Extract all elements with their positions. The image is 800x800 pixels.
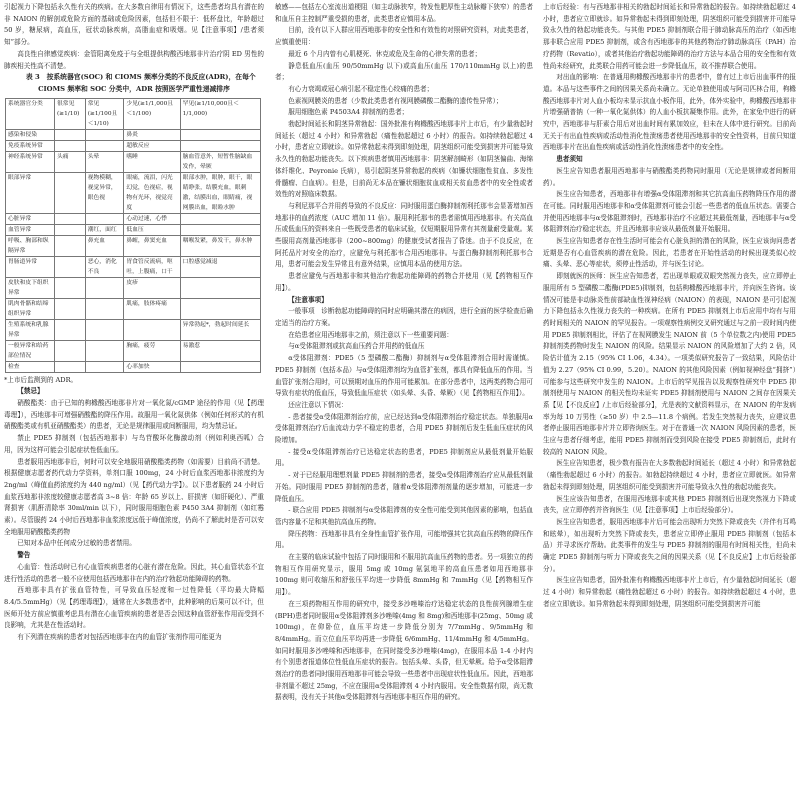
table-cell	[180, 213, 260, 224]
table-cell: 头晕	[85, 151, 124, 172]
table-cell: 皮疹	[124, 277, 180, 298]
table-cell: 口腔感觉减退	[180, 256, 260, 277]
table-cell: 鼻衄，鼻窦充血	[124, 235, 180, 256]
section-heading-contraindications: 【禁忌】	[17, 387, 44, 396]
table-cell	[180, 224, 260, 235]
table-cell	[180, 277, 260, 298]
table-cell: 咽喉发紧，鼻发干，鼻水肿	[180, 235, 260, 256]
table-cell	[55, 277, 86, 298]
table-cell	[55, 340, 86, 361]
paragraph: 禁止 PDE5 抑制剂（包括西地那非）与鸟苷酸环化酶激动剂（例如利奥西呱）合用，因为这样可能会引起症状性低血压。	[4, 434, 264, 454]
paragraph: 降压药物：西地那非具有全身性血管扩张作用，可能增强其它抗高血压药物的降压作用。	[275, 529, 533, 550]
table-cell: 肌痛，肢体疼痛	[124, 298, 180, 319]
table-cell: 胃食管反流病，呕吐，上腹痛，口干	[124, 256, 180, 277]
paragraph: 服用细胞色素 P4503A4 抑制剂的患者；	[288, 108, 409, 117]
table-cell: 鼻炎	[124, 129, 180, 140]
table-cell	[55, 235, 86, 256]
paragraph: 最近 6 个月内曾有心肌梗死、休克或危及生命的心律失常的患者；	[288, 49, 482, 58]
table-cell: 恶心，消化不良	[85, 256, 124, 277]
paragraph: - 联合应用 PDE5 抑制剂与α受体阻滞剂的安全性可能受到其他因素的影响，包括血管内容量不足和其他抗高血压药物。	[275, 506, 533, 526]
table-footnote: *上市后监测到的 ADR。	[4, 375, 78, 384]
table-cell: 脑血管意外，短暂性脑缺血发作，晕厥	[180, 151, 260, 172]
table-cell	[85, 277, 124, 298]
paragraph: 心血管：性活动时已有心血管疾病患者的心脏有潜在危险。因此，其心血管状态不宜进行性活动的患者一般不应使用包括西地那非在内的治疗勃起功能障碍的药物。	[4, 562, 264, 583]
paragraph: 上市后经验：有与西地那非相关的勃起时间延长和异常勃起的报告。如持续勃起超过 4 小时，患者应立即就诊。如异常勃起未得到即刻处理，阴茎组织可能受到损害并可能导致永久性的勃起功能丧失。与其他 PDE5 抑制剂联合用于肺动脉高压的治疗（如西地那非联合应用 PDE5 抑制剂，或含有西地那非的其他药物治疗肺动脉高压（PAH）治疗药物（Revatio），或者其他治疗勃起功能障碍的治疗方法与本品合用的安全性和有效性尚未经研究，此类联合用药可能会进一步降低血压，故不推荐联合使用。	[543, 3, 796, 70]
table-cell: 异常勃起*，勃起时间延长	[180, 319, 260, 340]
table-cell: 低血压	[124, 224, 180, 235]
section-heading-precautions: 【注意事项】	[288, 295, 328, 304]
table-header-cell: 系统器官分类	[6, 98, 55, 129]
table-cell	[55, 319, 86, 340]
table-body	[6, 129, 261, 372]
paragraph: 敏感——包括左心室流出道梗阻（如主动脉狭窄，特发性肥厚性主动脉瓣下狭窄）的患者和血压自主控制严重受损的患者，此类患者应慎用本品。	[275, 3, 533, 23]
table-cell: 皮肤和皮下组织异常	[6, 277, 55, 298]
paragraph: 患者服用西地那非后，何时可以安全地服用硝酸酯类药物（如需要）目前尚不清楚。根据健康志愿者药代动力学资料，单剂口服 100mg，24 小时后血浆西地那非浓度约为 2ng/ml（峰值血药浓度约为 440 ng/ml）（见【药代动力学】）。以下患者服药 24 小时后血浆西地那非浓度较健康志愿者高 3~8 倍：年龄 65 岁以上、肝损害（如肝硬化）、严重肾损害（肌酐清除率 30ml/min 以下），同时服用细胞色素 P450 3A4 抑制剂（如红霉素）。尽管服药 24 小时后西地那非血浆浓度远低于峰值浓度，仍尚不了解此时是否可以安全地服用硝酸酯类药物	[4, 457, 264, 536]
table-cell: 一般异常和给药部位情况	[6, 340, 55, 361]
table-cell	[55, 129, 86, 140]
paragraph: 引起视力下降包括永久性有关的疾病。在大多数自律用有情况下，这些患者均具有潜在的非 NAION 的解剖或危险方面的基础或危险因素，包括但不限于：低杯盘比，年龄超过 50 岁，糖尿病，高血压，冠状动脉疾病，高脂血症和吸烟。见【注意事项】/患者须知”部分。	[4, 3, 264, 47]
paragraph: 即刻就医的医师：医生应告知患者，若出现单眼或双眼突然视力丧失，应立即停止服用所有 5 型磷酸二酯酶(PDE5)抑制剂，包括枸橼酸西地那非片，并向医生咨询。该情况可能是非动脉炎性前部缺血性视神经病（NAION）的表现，NAION 是可引起视力下降包括永久性视力丧失的一种疾病。在所有 PDE5 抑制剂上市后应用中均有与用药时间相关的 NAION 的罕见报告。一项观察性病例交叉研究通过与之前一段时间内使用 PDE5 抑制剂相比，评估了在视网膜发生 NAION 前（5 个单位数之内)使用 PDE5 抑制剂类药物时发生 NAION 的风险。结果显示 NAION 的风险增加了大约 2 倍，风险估计值为 2.15（95% CI 1.06，4.34）。一项类似研究报告了一致结果，风险估计值为 2.27（95% CI 0.99，5.20）。NAION 的其他风险因素（例如视神经盘“拥挤”）可能参与这些研究中发生的 NAION。上市后的罕见报告以及观察性研究中 PDE5 抑制剂使用与 NAION 的相关性均未证实 PDE5 抑制剂使用与 NAION 之间存在因果关系【见【不良反应】/上市后经验部分】，尤是表的文献资料显示，在 NAION 的年发病率为每 10 万男性（≥50 岁）中 2.5—11.8 个病例。若发生突然视力丧失，应建议患者停止服用西地那非片并立即咨询医生。对于在普通一次 NAION 风险因素的患者，医生应与患者仔细考虑，能用 PDE5 抑制剂而受到风险在接受 PDE5 抑制剂后，此时有较高的 NAION 风险。	[543, 272, 796, 456]
table-row	[6, 151, 261, 172]
table-cell: 胸痛，疲劳	[124, 340, 180, 361]
paragraph: 勃起时间延长和阴茎异常勃起：国外批准有枸橼酸西地那非片上市后，有少量勃起时间延长（超过 4 小时）和异常勃起（痛性勃起超过 6 小时）的报告。如持续勃起超过 4 小时，患者应立即就诊。如异常勃起未得到即刻处理，阴茎组织可能受到损害并可能导致永久性的勃起功能丧失。以下疾病患者慎用西地那非：阴茎解剖畸形（如阴茎偏曲、海绵体纤维化、Peyronie 氏病），易引起阴茎异常勃起的疾病（如镰状细胞性贫血、多发性骨髓瘤、白血病）。但是，目前尚无本品在镰状细胞贫血或相关贫血患者中的安全性或者效性的对照临床数据。	[275, 120, 533, 199]
paragraph: 硝酸酯类：由于已知的枸橼酸西地那非片对一氧化氮/cGMP 途径的作用（见【药理毒理】），西地那非可增强硝酸酯的降压作用。故服用一氧化氮供体（例如任何形式的有机硝酸酯类或有机亚硝酸酯类）的患者，无论是规律服用或间断服用，均为禁忌证。	[4, 399, 264, 431]
paragraph: 医生应该告知患者，在服用西地那非或其他 PDE5 抑制剂后出现突然视力下降或丧失，应立即停药并咨询医生（见【注意事项】上市后经验部分）。	[543, 494, 796, 515]
paragraph: - 患者接受α受体阻滞剂治疗前，应已经达到α受体阻滞剂治疗稳定状态。单独服用α受体阻滞剂治疗后血流动力学不稳定的患者，合用 PDE5 抑制剂后发生低血压症状的风险增加。	[275, 412, 533, 445]
table-cell	[85, 361, 124, 372]
table-title: 表 3 按系统器官(SOC) 和 CIOMS 频率分类的不良反应(ADR)，在每个 CIOMS 频率和 SOC 分类中，ADR 按照医学严重性递减排序	[25, 73, 256, 93]
table-cell	[85, 319, 124, 340]
table-cell: 免疫系统异常	[6, 140, 55, 151]
table-cell	[85, 213, 124, 224]
table-cell: 眼部异常	[6, 172, 55, 213]
table-cell: 嗜睡	[124, 151, 180, 172]
paragraph: 医生应告知患者，服用西地那非片后可能会出现听力突然下降或丧失（并伴有耳鸣和眩晕），如出现听力突然下降或丧失，患者应立即停止服用 PDE5 抑制剂（包括本品）并寻求医疗帮助。此类事件的发生与 PDE5 抑制剂的服用有时间相关性，但尚未确定 PDE5 抑制剂与听力下降或丧失之间的因果关系（见【不良反应】上市后经验部分）。	[543, 517, 796, 573]
paragraph: 西地那非具有扩张血管特性，可导致血压轻度和一过性降低（平均最大降幅 8.4/5.5mmHg）（见【药理毒理】），通常在大多数患者中，此种影响的后果可以不计，但医师开处方前应慎重考虑具有潜在心血管疾病的患者是否会因这种血管舒张作用而受到不良影响，尤其是在性活动时。	[4, 586, 264, 630]
table-cell: 眼痛，流泪，闪光幻觉，色视症，视物有光环，视觉亮度	[124, 172, 180, 213]
paragraph: 对出血的影响：在普通用枸橼酸西地那非片的患者中，曾有过上市后出血事件的报道。本品与这些事件之间的因果关系尚未确立。无论单独使用或与阿司匹林合用，枸橼酸西地那非片对人血小板均未显示抗血小板作用，此外，体外实验中，枸橼酸西地那非片增强硝普钠（一种一氧化氮供体）的人血小板抗凝集作用。此外，在家兔中进行的研究中，西地那非与肝素合用后对出血时间有累加效应，但未在人体中进行研究。目前尚无关于有出血性疾病或活动性消化性溃疡患者使用西地那非的安全性资料，目前只知道西地那非片在出血性疾病或活动性消化性溃疡患者中的安全性。	[543, 73, 796, 152]
paragraph: 有心力衰竭或冠心病引起不稳定性心绞痛的患者；	[288, 84, 434, 93]
table-cell	[55, 172, 86, 213]
table-row	[6, 129, 261, 140]
table-cell: 易激惹	[180, 340, 260, 361]
paragraph: 目前，没有以下人群应用西地那非的安全性和有效性的对照研究资料，对此类患者，应慎重使用：	[275, 26, 533, 47]
table-row	[6, 224, 261, 235]
table-cell: 心脏异常	[6, 213, 55, 224]
paragraph: 医生应告知患者，国外批准有枸橼酸西地那非片上市后，有少量勃起时间延长（超过 4 小时）和异常勃起（痛性勃起超过 6 小时）的报告。如持续勃起超过 4 小时，患者应立即就诊。如异常勃起未得到即刻处理，阴茎组织可能受到损害并可能	[543, 576, 796, 608]
table-cell	[55, 213, 86, 224]
table-cell	[180, 298, 260, 319]
table-cell: 心率加快	[124, 361, 180, 372]
paragraph: α受体阻滞剂：PDE5（5 型磷酸二酯酶）抑制剂与α受体阻滞剂合用时需谨慎。PDE5 抑制剂（包括本品）与α受体阻滞剂均为血管扩张剂，都具有降低血压的作用。当血管扩张剂合用时，可以预期对血压的作用可能累加。在部分患者中，这两类药物合用可导致有症状的低血压，导致低血压症状（如头晕、头昏、晕厥）（见【药物相互作用】）。	[275, 354, 533, 398]
paragraph: 在三项药物相互作用的研究中，接受多沙唑嗪治疗达稳定状态的良性前列腺增生症(BPH)患者同时服用α受体阻滞剂多沙唑嗪(4mg 和 8mg)和西地那非(25mg、50mg 或 100mg)，在仰卧位，血压平均进一步降低分别为 7/7mmHg、9/5mmHg 和 8/4mmHg。而立位血压平均再进一步降低 6/6mmHg、11/4mmHg 和 4/5mmHg。如同时服用多沙唑嗪和西地那非，在同时接受多沙唑嗪(4mg)，在服用本品 1-4 小时内有个别患者报道体位性低血压症状的报告。包括头晕、头昏，但无晕厥。给予α受体阻滞剂治疗的患者同时服用西地那非可能会导致一些患者中出现症状性低血压。因此，西地那非剂量不超过 25mg，不应在服用α受体阻滞剂 4 小时内服用。安全性数据有限，尚无数据表明，没有关于其他α受体阻滞剂与西地那非相互作用的研究。	[275, 599, 533, 702]
table-cell: 眼部水肿，眼肿，眼干，眼睛睁张，结膜充血，眼刺激，结膜出血，眼睛痛，视网膜出血，眼睑水肿	[180, 172, 260, 213]
paragraph: 医生应告知患者存在性生活时可能会有心脏负担的潜在的风险，医生应该询问患者近期是否有心血管疾病的潜在危险。因此，若患者在开始性活动的时候出现类似心绞痛、头晕、恶心等症状，须停止性活动，并与医生讨论。	[543, 237, 796, 269]
paragraph: 医生应告知患者，西地那非有增强α受体阻滞剂和其它抗高血压药物降压作用的潜在可能。同时服用西地那非和α受体阻滞剂可能会引起一些患者的低血压状态。需要合并使用西地那非与α受体阻滞剂时，西地那非治疗不应超过其最低剂量，西地那非与α受体阻滞剂治疗稳定状态，并且西地那非应该从最低剂量开始服用。	[543, 190, 796, 234]
paragraph: - 对于已经服用理想剂量 PDE5 抑制剂的患者，接受α受体阻滞剂治疗应从最低剂量开始。同时服用 PDE5 抑制剂的患者，随着α受体阻滞剂剂量的逐步增加，可能进一步降低血压。	[275, 471, 533, 503]
paragraph: 已知对本品中任何成分过敏的患者禁用。	[17, 539, 136, 548]
paragraph: 高良性自律感觉疾病：金管阳离免疫于与全组提供构酸西地那非片治疗阴 ED 男性的肺疾相关性高不清楚。	[4, 49, 264, 70]
table-cell	[180, 140, 260, 151]
adr-table	[5, 98, 261, 373]
table-row	[6, 140, 261, 151]
table-cell	[180, 361, 260, 372]
table-cell	[55, 140, 86, 151]
column-1	[4, 2, 264, 798]
table-cell: 潮红，面红	[85, 224, 124, 235]
paragraph: 还应注意以下情况：	[288, 400, 348, 409]
table-cell	[85, 340, 124, 361]
table-cell: 检查	[6, 361, 55, 372]
table-cell: 神经系统异常	[6, 151, 55, 172]
table-cell	[85, 298, 124, 319]
paragraph: 与利尼那平合并用药导致的不良反应：同时服用蛋白酶抑制剂利托那韦会显著增加西地那非的血药浓度（AUC 增加 11 倍）。服用利托那韦的患者需慎用西地那非。有关高血压或低血压的资料来自一些既受患者的临床试验，仅短期服用异常有其剂量耐受量观。某些服用高剂量西地那非（200~800mg）的健康受试者报告了昏迷。由于不良反应，在阿托品片对安全的治疗，应避免与利托那韦合用西地那非。与蛋白酶抑制剂利托那韦合用，患者可能会发生异常且有意外结果，应慎用本品的使用方法。	[275, 201, 533, 269]
paragraph: 静息低血压(血压 90/50mmHg 以下)或高血压(血压 170/110mmHg 以上)的患者；	[275, 61, 533, 82]
table-cell	[55, 361, 86, 372]
column-2	[275, 2, 533, 798]
table-cell	[55, 256, 86, 277]
section-heading-patient-info: 患者须知	[556, 155, 583, 164]
paragraph: 医生应告知患者，极少数有报告在大多数勃起时间延长（超过 4 小时）和异常勃起（痛性勃起超过 6 小时）的报告。如勃起持续超过 4 小时，患者应立即就医。如异常勃起未得到即刻处理，阴茎组织可能受到损害并可能导致永久性的勃起功能丧失。	[543, 459, 796, 491]
table-header-cell: 罕见(≥1/10,000且＜1/1,000)	[180, 98, 260, 129]
table-cell: 鼻充血	[85, 235, 124, 256]
table-cell: 肌肉骨骼和结缔组织异常	[6, 298, 55, 319]
table-cell: 生殖系统和乳腺异常	[6, 319, 55, 340]
paragraph: 在给患者应用西地那非之前，须注意以下一些重要问题：	[288, 330, 454, 339]
table-cell: 头痛	[55, 151, 86, 172]
table-cell	[180, 129, 260, 140]
paragraph: 有下列潜在疾病的患者对包括西地那非在内的血管扩张剂作用可能更为	[17, 633, 222, 642]
table-cell	[85, 129, 124, 140]
table-header-cell: 常见(≥1/100且＜1/10)	[85, 98, 124, 129]
table-cell: 胃肠道异常	[6, 256, 55, 277]
table-cell	[124, 319, 180, 340]
paragraph: 一般事项 诊断勃起功能障碍的同时应明确其潜在的病因，进行全面的医学检查后确定适当的治疗方案。	[275, 307, 533, 327]
table-cell: 感染和侵染	[6, 129, 55, 140]
table-header-row	[6, 98, 261, 129]
table-cell: 血管异常	[6, 224, 55, 235]
table-cell: 心动过速，心悸	[124, 213, 180, 224]
table-cell	[55, 298, 86, 319]
table-cell: 视物模糊，视觉异常，眼色视	[85, 172, 124, 213]
section-heading-warnings: 警告	[17, 551, 31, 560]
table-row	[6, 235, 261, 256]
column-3	[543, 2, 796, 798]
table-row	[6, 319, 261, 340]
paragraph: 色素视网膜炎的患者（少数此类患者有视网膜磷酸二酯酶的遗传性异常）；	[288, 96, 503, 105]
paragraph: 与α受体阻滞剂或抗高血压药合并用药的低血压	[288, 342, 425, 351]
paragraph: - 接受α受体阻滞剂治疗已达稳定状态的患者，PDE5 抑制剂应从最低剂量开始服用。	[275, 447, 533, 468]
table-row	[6, 172, 261, 213]
table-row	[6, 298, 261, 319]
table-cell: 超敏反应	[124, 140, 180, 151]
table-row	[6, 340, 261, 361]
table-cell	[55, 224, 86, 235]
table-row	[6, 256, 261, 277]
paragraph: 患者应避免与西地那非和其他治疗勃起功能障碍的药物合并使用（见【药物相互作用】）。	[275, 272, 533, 292]
table-header-cell: 少见(≥1/1,000且＜1/100)	[124, 98, 180, 129]
table-row	[6, 213, 261, 224]
paragraph: 在主要的临床试验中包括了同时服用和不服用抗高血压药物的患者。另一项独立的药物相互作用研究显示，服用 5mg 或 10mg 氨氯地平的高血压患者如用西地那非 100mg 则可收缩压和舒张压平均进一步降低 8mmHg 和 7mmHg（见【药物相互作用】）。	[275, 553, 533, 597]
table-cell	[85, 140, 124, 151]
table-row	[6, 277, 261, 298]
table-cell: 呼吸、胸部和纵隔异常	[6, 235, 55, 256]
table-header-cell: 很常见(≥1/10)	[55, 98, 86, 129]
table-row	[6, 361, 261, 372]
paragraph: 医生应告知患者服用西地那非与硝酸酯类药物同时服用（无论是规律或者间断用药）。	[543, 166, 796, 187]
